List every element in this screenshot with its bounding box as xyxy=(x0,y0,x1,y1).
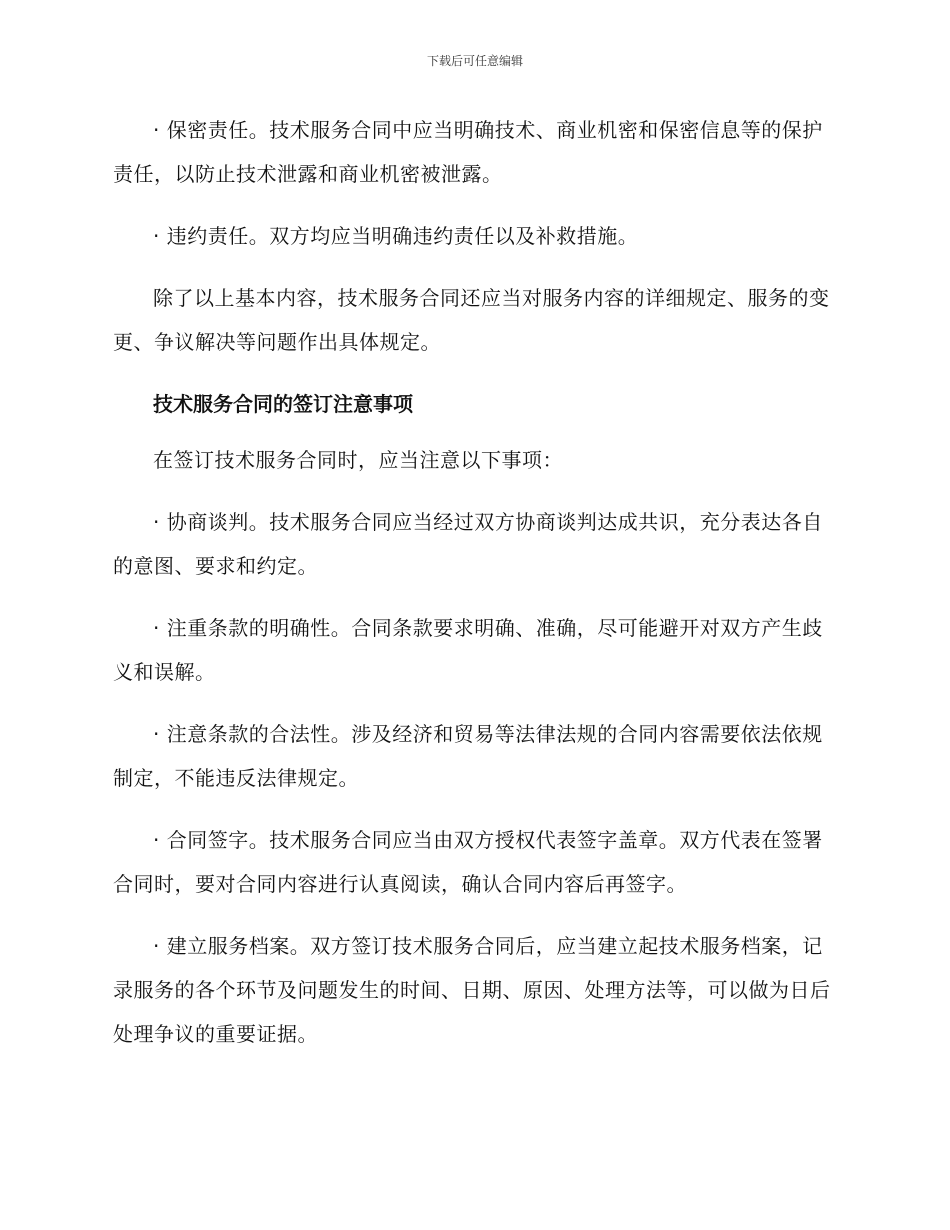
list-item-signing: · 合同签字。技术服务合同应当由双方授权代表签字盖章。双方代表在签署合同时，要对合同内容进行认真阅读，确认合同内容后再签字。 xyxy=(113,828,823,896)
paragraph-breach-liability: · 违约责任。双方均应当明确违约责任以及补救措施。 xyxy=(153,224,639,248)
section-heading: 技术服务合同的签订注意事项 xyxy=(153,392,413,416)
list-item-legality: · 注意条款的合法性。涉及经济和贸易等法律法规的合同内容需要依法依规制定，不能违反法律规定。 xyxy=(113,722,823,790)
paragraph-confidentiality: · 保密责任。技术服务合同中应当明确技术、商业机密和保密信息等的保护责任，以防止技术泄露和商业机密被泄露。 xyxy=(113,118,823,186)
page-header: 下载后可任意编辑 xyxy=(426,54,523,68)
document-body xyxy=(113,108,835,1074)
list-item-archive: · 建立服务档案。双方签订技术服务合同后，应当建立起技术服务档案，记录服务的各个环节及问题发生的时间、日期、原因、处理方法等，可以做为日后处理争议的重要证据。 xyxy=(113,934,831,1046)
list-item-negotiation: · 协商谈判。技术服务合同应当经过双方协商谈判达成共识，充分表达各自的意图、要求和约定。 xyxy=(113,510,823,578)
list-item-clarity: · 注重条款的明确性。合同条款要求明确、准确，尽可能避开对双方产生歧义和误解。 xyxy=(113,616,823,684)
section-intro: 在签订技术服务合同时，应当注意以下事项： xyxy=(153,448,563,472)
paragraph-additional-content: 除了以上基本内容，技术服务合同还应当对服务内容的详细规定、服务的变更、争议解决等问题作出具体规定。 xyxy=(113,286,830,354)
